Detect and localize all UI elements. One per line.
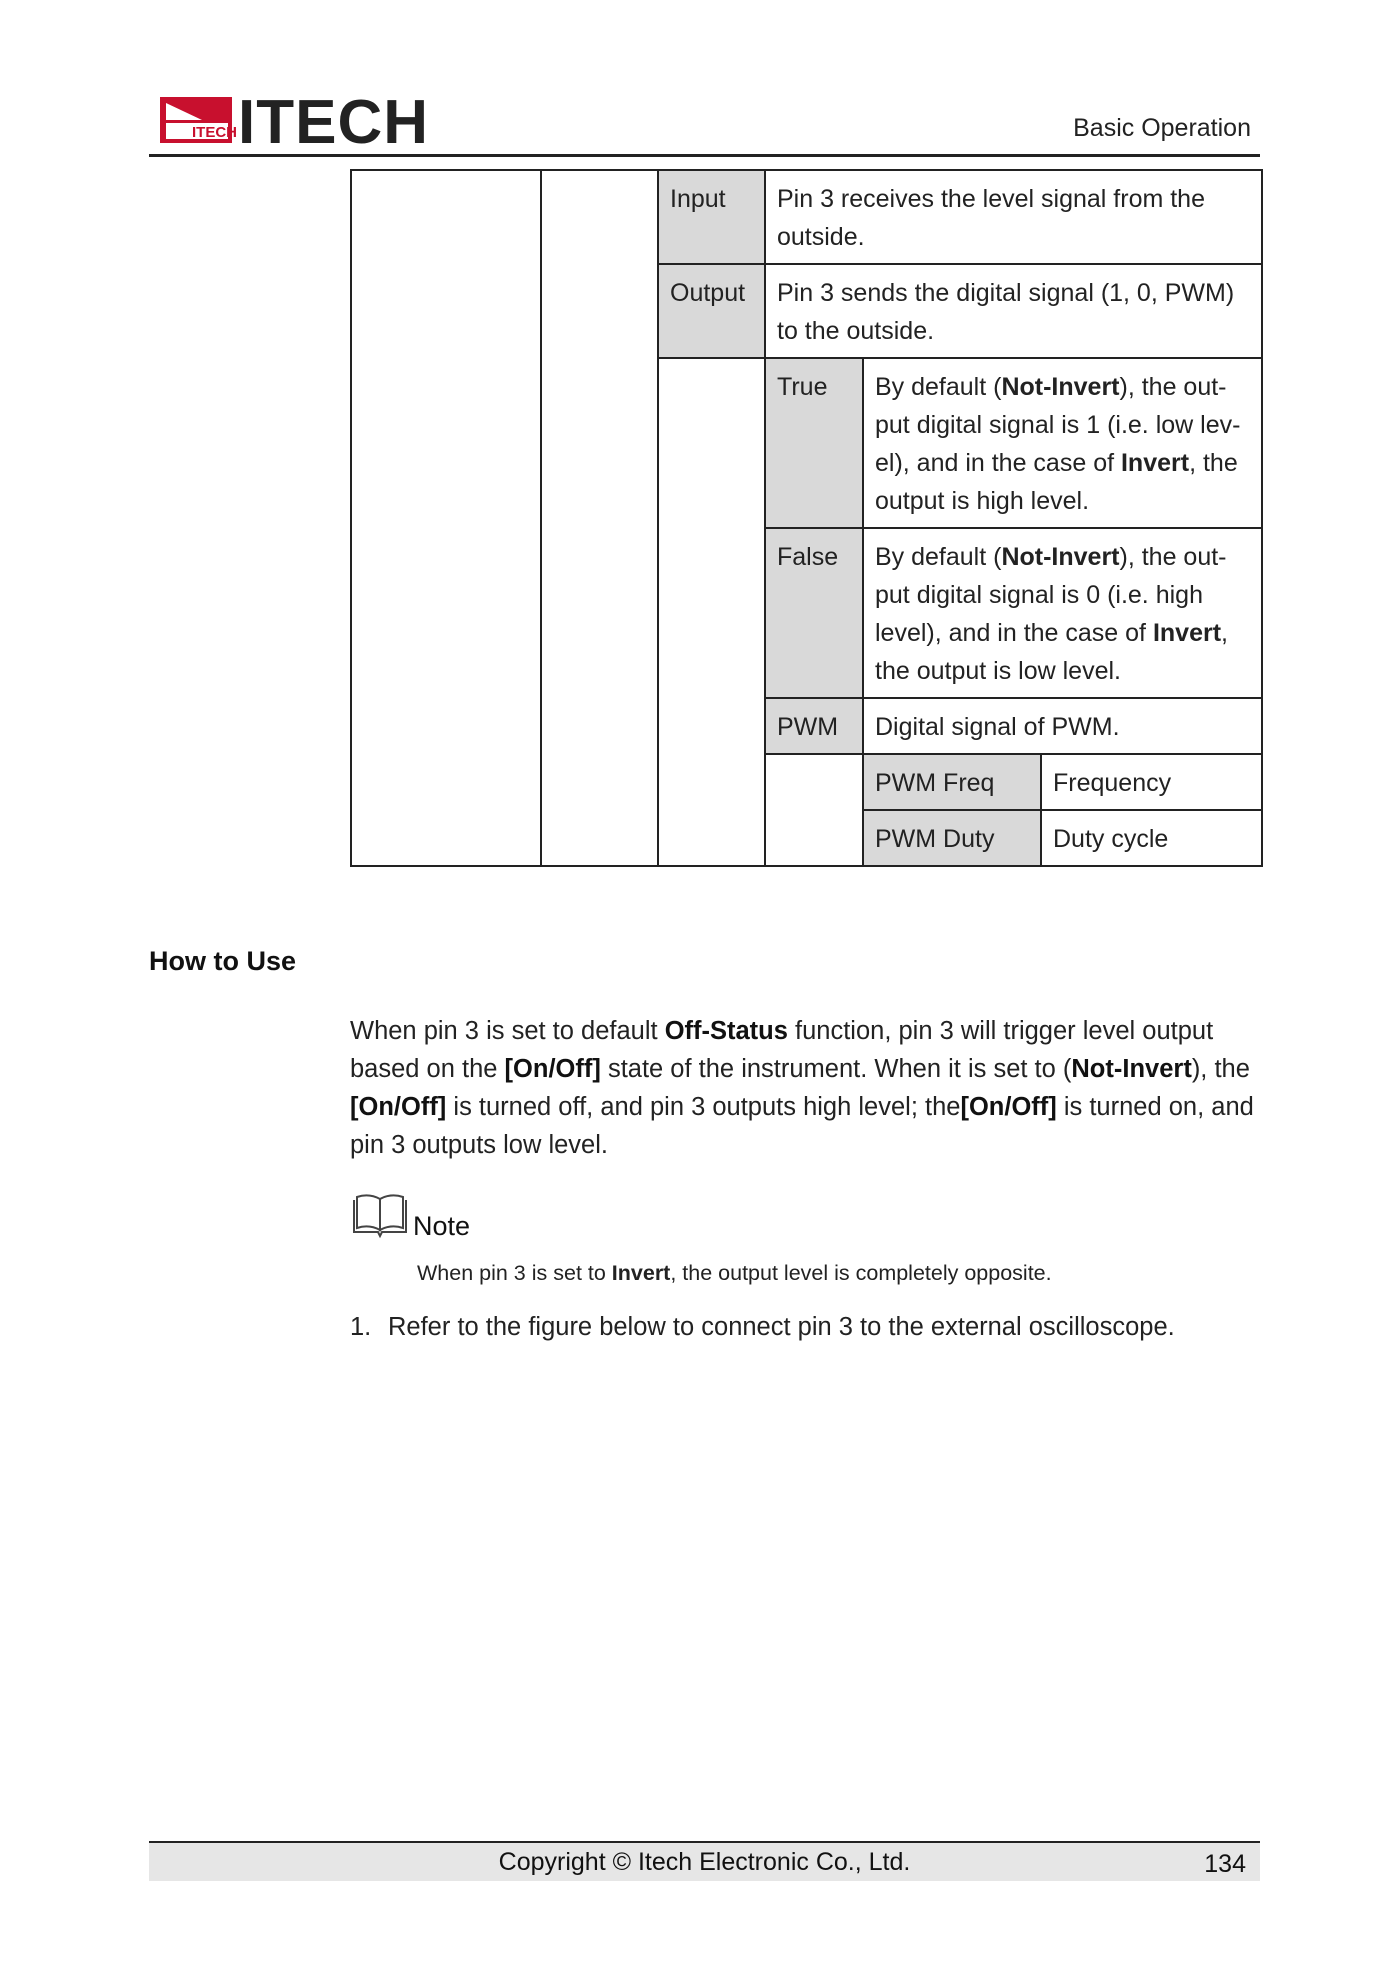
book-icon [351,1194,409,1240]
step-number: 1. [350,1313,372,1341]
table-cell-empty [658,358,765,866]
pin3-function-table [350,169,1263,867]
desc-bold: Not-Invert [1001,543,1120,571]
table-cell-desc [863,358,1262,528]
note-bold: Invert [611,1261,671,1285]
table-cell-label: PWM Freq [863,754,1041,810]
desc-bold: Invert [1120,449,1190,477]
desc-text: , the output is high level. [875,449,1238,515]
para-text: is turned off, and pin 3 outputs high level; the [446,1093,961,1121]
table-cell-label: PWM [765,698,863,754]
table-cell-label: Output [658,264,765,358]
table-row [351,170,1262,264]
note-text [417,1261,1052,1286]
table-cell-empty [541,170,658,866]
desc-text: By default ( [875,373,1002,401]
table-cell-desc: Frequency [1041,754,1262,810]
note-text: When pin 3 is set to [417,1261,612,1285]
table-cell-label: True [765,358,863,528]
table-cell-desc: Digital signal of PWM. [863,698,1262,754]
para-bold: Off-Status [664,1017,788,1045]
header-title: Basic Operation [1073,114,1251,142]
desc-text: By default ( [875,543,1002,571]
table-cell-label: False [765,528,863,698]
table-cell-desc: Pin 3 sends the digital signal (1, 0, PWM) to the outside. [765,264,1262,358]
svg-text:ITECH: ITECH [192,124,237,141]
header-divider [149,154,1260,157]
note-label: Note [413,1211,471,1241]
para-bold: [On/Off] [350,1093,447,1121]
step-text: Refer to the figure below to connect pin 3 to the external oscilloscope. [388,1313,1175,1341]
page-number: 134 [1204,1850,1246,1878]
table-cell-empty [351,170,541,866]
table-cell-label: PWM Duty [863,810,1041,866]
footer [149,1841,1260,1881]
table-cell-label: Input [658,170,765,264]
table-cell-desc [863,528,1262,698]
table-cell-desc: Pin 3 receives the level signal from the outside. [765,170,1262,264]
desc-text: ), the out-put digital signal is 0 (i.e. high level), and in the case of [875,543,1227,647]
section-title-how-to-use: How to Use [149,946,297,976]
para-text: state of the instrument. When it is set to ( [600,1055,1072,1083]
para-text: function, pin 3 will trigger level output based on the [350,1017,1214,1083]
para-text: When pin 3 is set to default [350,1017,665,1045]
desc-bold: Not-Invert [1001,373,1120,401]
desc-text: ), the out-put digital signal is 1 (i.e. low lev-el), and in the case of [875,373,1241,477]
table-cell-desc: Duty cycle [1041,810,1262,866]
itech-logo [158,93,430,149]
step-item [350,1313,1175,1342]
para-text: is turned on, and pin 3 outputs low level. [350,1093,1254,1159]
how-to-use-paragraph [350,1012,1265,1164]
table-cell-empty [765,754,863,866]
para-bold: [On/Off] [960,1093,1057,1121]
para-bold: Not-Invert [1071,1055,1192,1083]
logo-wordmark: ITECH [238,93,429,149]
para-bold: [On/Off] [504,1055,601,1083]
desc-bold: Invert [1152,619,1222,647]
copyright: Copyright © Itech Electronic Co., Ltd. [498,1848,911,1876]
para-text: ), the [1191,1055,1250,1083]
desc-text: , the output is low level. [875,619,1228,685]
note-text: , the output level is completely opposite. [670,1261,1052,1285]
